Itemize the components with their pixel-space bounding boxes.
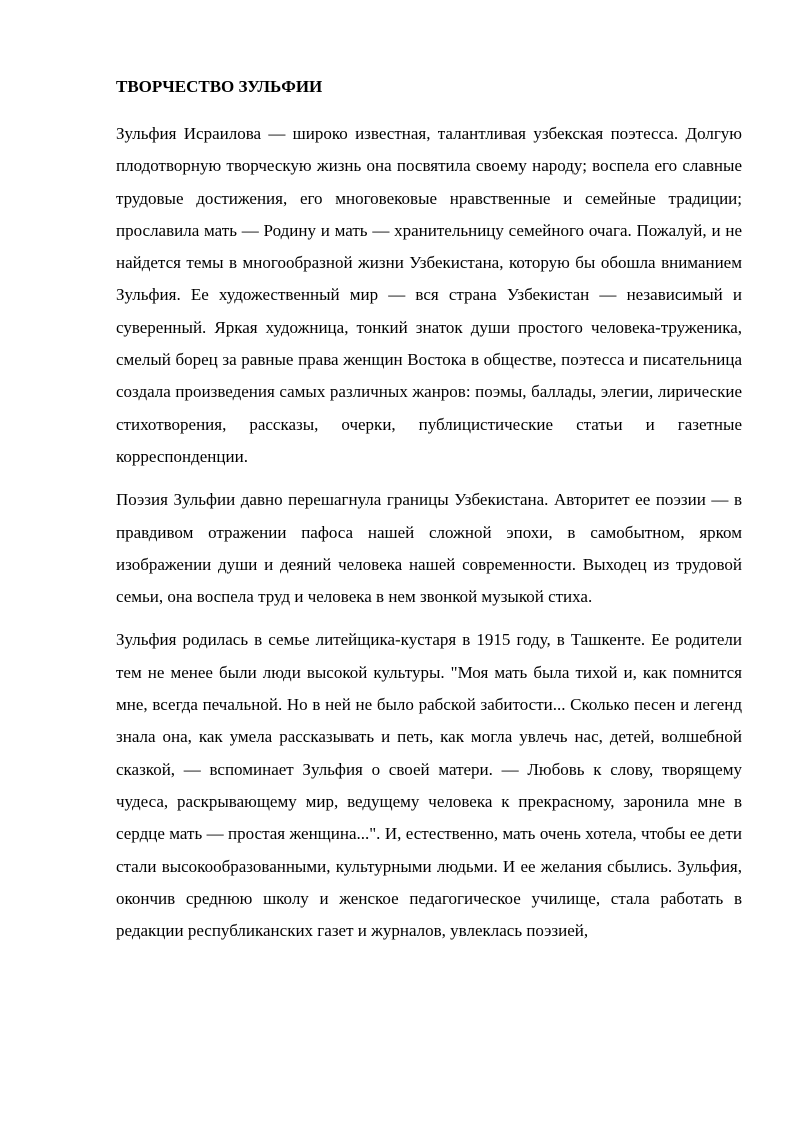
paragraph-1: Зульфия Исраилова — широко известная, талантливая узбекская поэтесса. Долгую плодотворную творческую жизнь она посвятила своему народу; воспела его славные трудовые достижения, его многовековые нравственные и семейные традиции; прославила мать — Родину и мать — хранительницу семейного очага. Пожалуй, и не найдется темы в многообразной жизни Узбекистана, которую бы обошла вниманием Зульфия. Ее художественный мир — вся страна Узбекистан — независимый и суверенный. Яркая художница, тонкий знаток души простого человека-труженика, смелый борец за равные права женщин Востока в обществе, поэтесса и писательница создала произведения самых различных жанров: поэмы, баллады, элегии, лирические стихотворения, рассказы, очерки, публицистические статьи и газетные корреспонденции.: [116, 124, 742, 466]
paragraph-3: Зульфия родилась в семье литейщика-кустаря в 1915 году, в Ташкенте. Ее родители тем не менее были люди высокой культуры. "Моя мать была тихой и, как помнится мне, всегда печальной. Но в ней не было рабской забитости... Сколько песен и легенд знала она, как умела рассказывать и петь, как могла увлечь нас, детей, волшебной сказкой, — вспоминает Зульфия о своей матери. — Любовь к слову, творящему чудеса, раскрывающему мир, ведущему человека к прекрасному, заронила мне в сердце мать — простая женщина...". И, естественно, мать очень хотела, чтобы ее дети стали высокообразованными, культурными людьми. И ее желания сбылись. Зульфия, окончив среднюю школу и женское педагогическое училище, стала работать в редакции республиканских газет и журналов, увлеклась поэзией,: [116, 630, 742, 941]
document-page: [116, 76, 742, 958]
paragraph-2: Поэзия Зульфии давно перешагнула границы Узбекистана. Авторитет ее поэзии — в правдивом отражении пафоса нашей сложной эпохи, в самобытном, ярком изображении души и деяний человека нашей современности. Выходец из трудовой семьи, она воспела труд и человека в нем звонкой музыкой стиха.: [116, 490, 742, 607]
document-title: ТВОРЧЕСТВО ЗУЛЬФИИ: [116, 77, 323, 96]
